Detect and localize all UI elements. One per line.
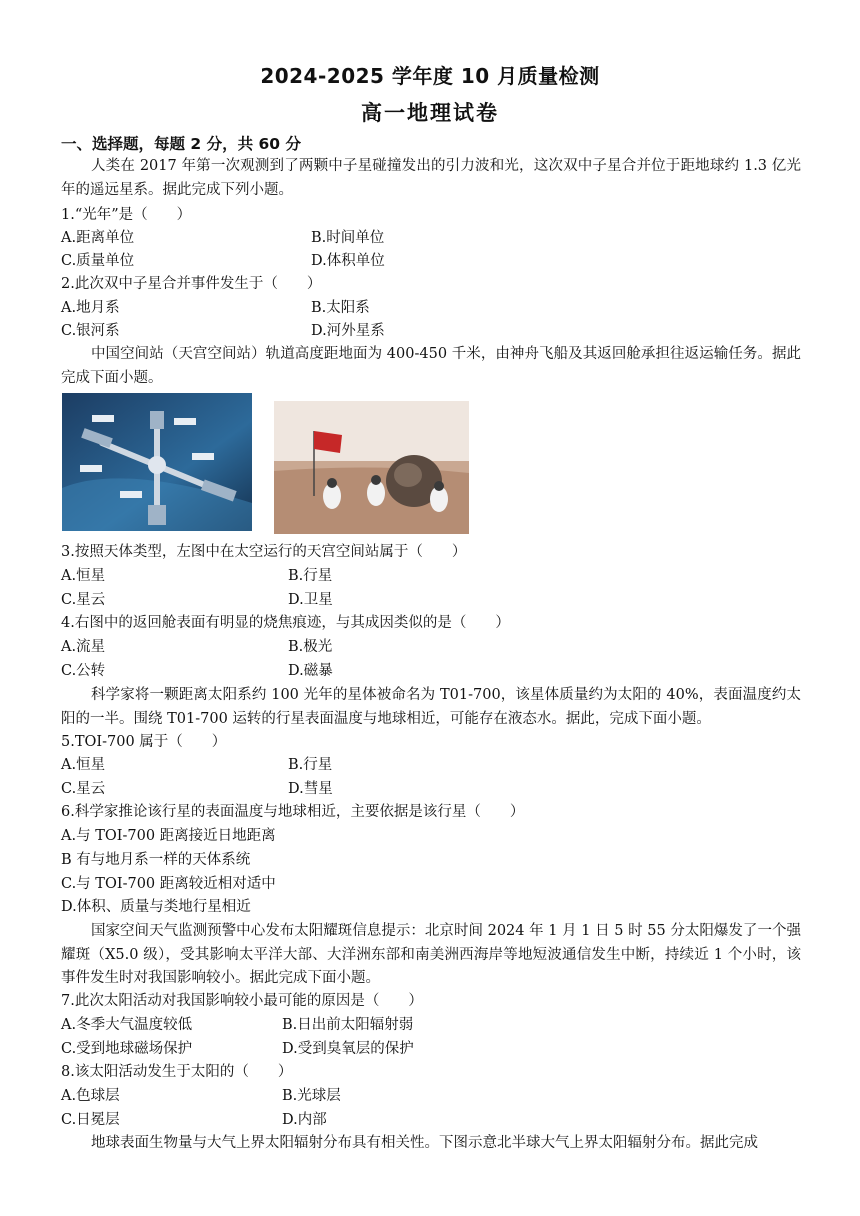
q2-option-b[interactable]: B.太阳系 xyxy=(311,300,370,316)
question-6-stem: 6.科学家推论该行星的表面温度与地球相近，主要依据是该行星（ ） xyxy=(61,804,525,820)
q8-option-c[interactable]: C.日冕层 xyxy=(61,1112,120,1128)
question-1-stem: 1.“光年”是（ ） xyxy=(61,207,192,223)
question-5-stem: 5.TOI-700 属于（ ） xyxy=(61,734,227,750)
q1-option-c[interactable]: C.质量单位 xyxy=(61,253,135,269)
return-capsule-photo xyxy=(274,401,469,534)
q4-option-c[interactable]: C.公转 xyxy=(61,663,106,679)
q7-option-b[interactable]: B.日出前太阳辐射弱 xyxy=(282,1017,414,1033)
passage-1: 人类在 2017 年第一次观测到了两颗中子星碰撞发出的引力波和光，这次双中子星合并位于距地球约 1.3 亿光年的遥远星系。据此完成下列小题。 xyxy=(61,158,801,198)
exam-subtitle: 高一地理试卷 xyxy=(361,101,499,125)
q5-option-b[interactable]: B.行星 xyxy=(288,757,333,773)
section-heading: 一、选择题，每题 2 分，共 60 分 xyxy=(61,135,301,153)
q6-option-d[interactable]: D.体积、质量与类地行星相近 xyxy=(61,899,251,915)
passage-5: 地球表面生物量与大气上界太阳辐射分布具有相关性。下图示意北半球大气上界太阳辐射分布。据此完成 xyxy=(91,1135,758,1151)
q3-option-a[interactable]: A.恒星 xyxy=(61,568,106,584)
passage-2: 中国空间站（天宫空间站）轨道高度距地面为 400-450 千米，由神舟飞船及其返回舱承担往返运输任务。据此完成下面小题。 xyxy=(61,346,801,386)
q5-option-d[interactable]: D.彗星 xyxy=(288,781,333,797)
q6-option-b[interactable]: B 有与地月系一样的天体系统 xyxy=(61,852,251,868)
q3-option-c[interactable]: C.星云 xyxy=(61,592,106,608)
q7-option-c[interactable]: C.受到地球磁场保护 xyxy=(61,1041,193,1057)
q3-option-b[interactable]: B.行星 xyxy=(288,568,333,584)
q4-option-b[interactable]: B.极光 xyxy=(288,639,333,655)
question-2-stem: 2.此次双中子星合并事件发生于（ ） xyxy=(61,276,322,292)
question-3-stem: 3.按照天体类型，左图中在太空运行的天宫空间站属于（ ） xyxy=(61,544,467,560)
q6-option-a[interactable]: A.与 TOI-700 距离接近日地距离 xyxy=(61,828,276,844)
q1-option-a[interactable]: A.距离单位 xyxy=(61,230,135,246)
space-station-photo xyxy=(62,393,252,531)
q4-option-d[interactable]: D.磁暴 xyxy=(288,663,333,679)
q4-option-a[interactable]: A.流星 xyxy=(61,639,106,655)
q1-option-d[interactable]: D.体积单位 xyxy=(311,253,385,269)
q7-option-d[interactable]: D.受到臭氧层的保护 xyxy=(282,1041,414,1057)
q8-option-d[interactable]: D.内部 xyxy=(282,1112,327,1128)
q5-option-a[interactable]: A.恒星 xyxy=(61,757,106,773)
q2-option-c[interactable]: C.银河系 xyxy=(61,323,120,339)
q5-option-c[interactable]: C.星云 xyxy=(61,781,106,797)
q8-option-b[interactable]: B.光球层 xyxy=(282,1088,341,1104)
q8-option-a[interactable]: A.色球层 xyxy=(61,1088,120,1104)
q1-option-b[interactable]: B.时间单位 xyxy=(311,230,385,246)
passage-3: 科学家将一颗距离太阳系约 100 光年的星体被命名为 T01-700，该星体质量约为太阳的 40%，表面温度约太阳的一半。围绕 T01-700 运转的行星表面温度与地球相近，可能存在液态水。据此，完成下面小题。 xyxy=(61,687,801,727)
q3-option-d[interactable]: D.卫星 xyxy=(288,592,333,608)
q2-option-d[interactable]: D.河外星系 xyxy=(311,323,385,339)
q6-option-c[interactable]: C.与 TOI-700 距离较近相对适中 xyxy=(61,876,276,892)
exam-title: 2024-2025 学年度 10 月质量检测 xyxy=(260,64,600,88)
q7-option-a[interactable]: A.冬季大气温度较低 xyxy=(61,1017,193,1033)
question-8-stem: 8.该太阳活动发生于太阳的（ ） xyxy=(61,1064,293,1080)
passage-4: 国家空间天气监测预警中心发布太阳耀斑信息提示：北京时间 2024 年 1 月 1 日 5 时 55 分太阳爆发了一个强耀斑（X5.0 级），受其影响太平洋大部、大洋洲东部和南美洲西海岸等地短波通信发生中断，持续近 1 个小时，该事件发生时对我国影响较小。据此完成下面小题。 xyxy=(61,923,801,986)
question-7-stem: 7.此次太阳活动对我国影响较小最可能的原因是（ ） xyxy=(61,993,423,1009)
q2-option-a[interactable]: A.地月系 xyxy=(61,300,120,316)
question-4-stem: 4.右图中的返回舱表面有明显的烧焦痕迹，与其成因类似的是（ ） xyxy=(61,615,510,631)
